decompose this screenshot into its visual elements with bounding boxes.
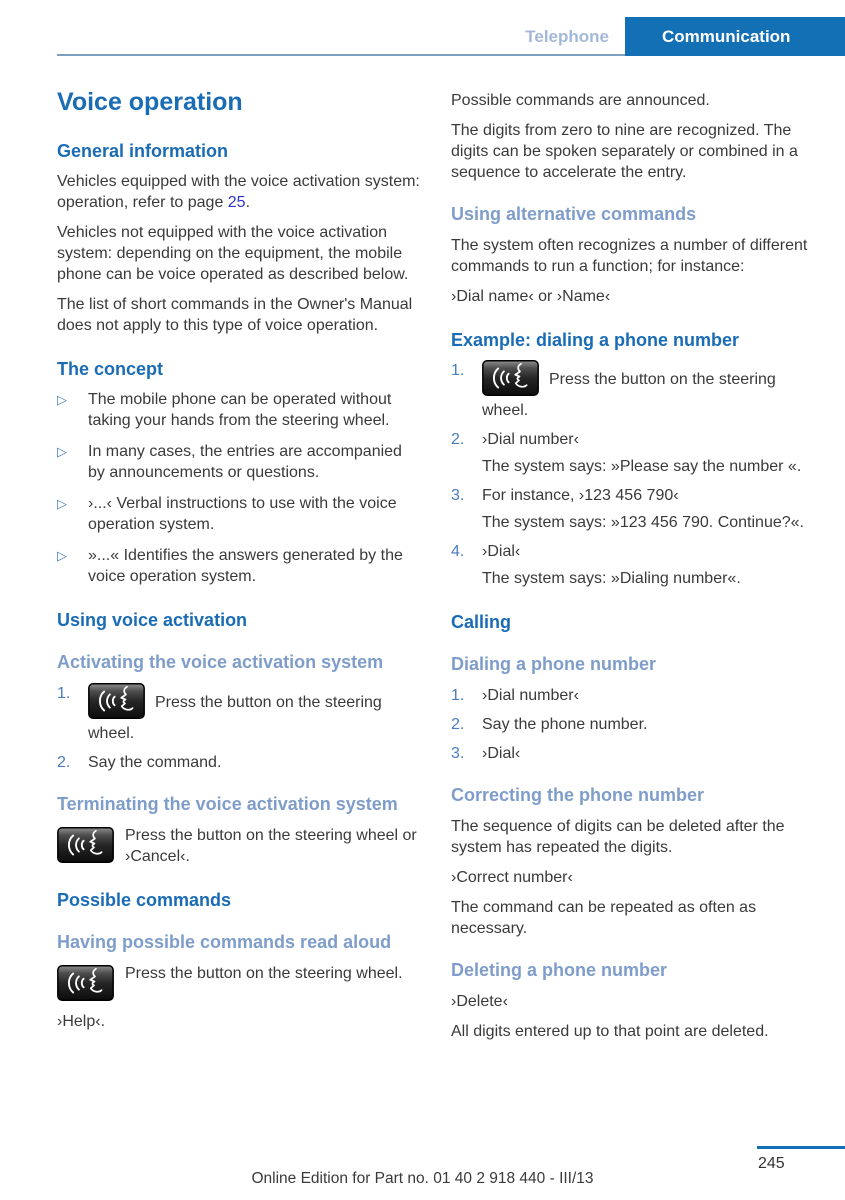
heading-commands-read-aloud: Having possible commands read aloud (57, 932, 392, 952)
list-item (451, 485, 813, 533)
step-number: 2. (451, 431, 465, 448)
page-reference-link[interactable]: 25 (227, 194, 246, 211)
right-column (451, 90, 813, 1051)
voice-command-correct-number: ›Correct number‹ (451, 869, 573, 886)
activating-steps (57, 683, 423, 773)
paragraph-digits: The digits from zero to nine are recognized. The digits can be spoken separately or combined in a sequence to accelerate the entry. (451, 122, 798, 181)
step-text (482, 360, 813, 421)
heading-general-information: General information (57, 141, 229, 161)
step-text (482, 541, 813, 589)
paragraph-deleting-1: All digits entered up to that point are deleted. (451, 1023, 769, 1040)
example-steps (451, 360, 813, 589)
list-item (57, 545, 423, 587)
step-text-content: For instance, ›123 456 790‹ (482, 487, 679, 504)
step-number: 1. (451, 687, 465, 704)
step-number: 4. (451, 543, 465, 560)
voice-control-button-icon (57, 827, 114, 863)
heading-alternative-commands: Using alternative commands (451, 204, 697, 224)
voice-control-button-icon (57, 965, 114, 1001)
step-text: Say the command. (88, 754, 222, 771)
system-response: The system says: »123 456 790. Continue?«. (482, 514, 804, 531)
instruction-text: Press the button on the steering wheel or ›Cancel‹. (125, 827, 417, 865)
voice-control-button-icon (88, 683, 145, 719)
edition-notice: Online Edition for Part no. 01 40 2 918 440 - III/13 (251, 1170, 594, 1187)
paragraph-general-info-3: The list of short commands in the Owner's Manual does not apply to this type of voice operation. (57, 296, 413, 334)
step-text: ›Dial‹ (482, 745, 521, 762)
list-item (57, 389, 423, 431)
triangle-bullet-icon: ▷ (57, 496, 67, 511)
paragraph-general-info-2: Vehicles not equipped with the voice activation system: depending on the equipment, the mobile phone can be voice operated as described below. (57, 224, 409, 283)
list-item (57, 683, 423, 744)
step-number: 3. (451, 487, 465, 504)
heading-dialing-phone-number: Dialing a phone number (451, 654, 657, 674)
list-item (451, 541, 813, 589)
list-item (451, 429, 813, 477)
concept-bullet-list (57, 389, 423, 587)
list-item (57, 441, 423, 483)
page-number-divider (757, 1146, 845, 1149)
step-text-content: ›Dial‹ (482, 543, 521, 560)
triangle-bullet-icon: ▷ (57, 392, 67, 407)
left-column (57, 88, 423, 1041)
header-divider (57, 54, 625, 56)
step-text (482, 485, 813, 533)
system-response: The system says: »Please say the number «. (482, 458, 802, 475)
step-text-content: ›Dial number‹ (482, 431, 579, 448)
step-text-content: Press the button on the steering wheel. (482, 371, 776, 419)
triangle-bullet-icon: ▷ (57, 444, 67, 459)
heading-correcting-phone-number: Correcting the phone number (451, 785, 705, 805)
heading-possible-commands: Possible commands (57, 890, 232, 910)
text-before-pageref: Vehicles equipped with the voice activation system: operation, refer to page (57, 173, 420, 211)
list-item (451, 743, 813, 764)
step-text (88, 683, 423, 744)
read-aloud-instruction (57, 963, 423, 1001)
step-text: Say the phone number. (482, 716, 648, 733)
step-number: 2. (57, 754, 71, 771)
text-after-pageref: . (245, 194, 251, 211)
paragraph-general-info-1 (57, 171, 423, 213)
voice-command-help: ›Help‹. (57, 1013, 106, 1030)
heading-the-concept: The concept (57, 359, 164, 379)
dialing-steps (451, 685, 813, 764)
list-item (57, 493, 423, 535)
list-item (451, 714, 813, 735)
paragraph-correcting-1: The sequence of digits can be deleted after the system has repeated the digits. (451, 818, 785, 856)
paragraph-commands-announced: Possible commands are announced. (451, 92, 710, 109)
step-number: 1. (451, 362, 465, 379)
step-number: 2. (451, 716, 465, 733)
heading-calling: Calling (451, 612, 512, 632)
heading-using-voice-activation: Using voice activation (57, 610, 248, 630)
heading-example-dialing: Example: dialing a phone number (451, 330, 740, 350)
system-response: The system says: »Dialing number«. (482, 570, 741, 587)
triangle-bullet-icon: ▷ (57, 548, 67, 563)
paragraph-correcting-2: The command can be repeated as often as necessary. (451, 899, 757, 937)
chapter-tab-telephone: Telephone (525, 27, 609, 46)
chapter-tab-communication: Communication (625, 17, 845, 56)
heading-activating-system: Activating the voice activation system (57, 652, 384, 672)
list-item (451, 360, 813, 421)
heading-terminating-system: Terminating the voice activation system (57, 794, 398, 814)
voice-command-delete: ›Delete‹ (451, 993, 508, 1010)
step-text (482, 429, 813, 477)
voice-control-button-icon (482, 360, 539, 396)
voice-command-dial-name: ›Dial name‹ or ›Name‹ (451, 288, 611, 305)
step-number: 1. (57, 685, 71, 702)
page-number: 245 (758, 1155, 785, 1172)
bullet-text: In many cases, the entries are accompanied by announcements or questions. (88, 443, 402, 481)
paragraph-alternative: The system often recognizes a number of different commands to run a function; for instance: (451, 237, 808, 275)
heading-deleting-phone-number: Deleting a phone number (451, 960, 668, 980)
bullet-text: The mobile phone can be operated without taking your hands from the steering wheel. (88, 391, 392, 429)
bullet-text: ›...‹ Verbal instructions to use with the voice operation system. (88, 495, 397, 533)
step-number: 3. (451, 745, 465, 762)
list-item (451, 685, 813, 706)
bullet-text: »...« Identifies the answers generated by the voice operation system. (88, 547, 403, 585)
instruction-text: Press the button on the steering wheel. (125, 965, 403, 982)
step-text-content: Press the button on the steering wheel. (88, 694, 382, 742)
step-text: ›Dial number‹ (482, 687, 579, 704)
list-item (57, 752, 423, 773)
page-title: Voice operation (57, 88, 243, 116)
terminating-instruction (57, 825, 423, 867)
